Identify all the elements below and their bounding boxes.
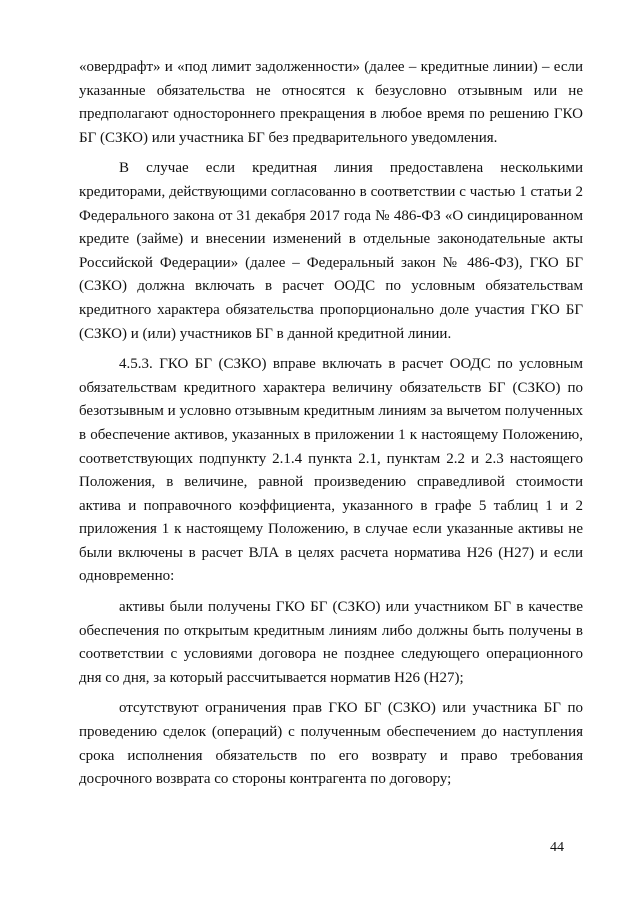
document-body (79, 56, 583, 792)
paragraph-gap (79, 150, 583, 157)
paragraph-no-restrictions: отсутствуют ограничения прав ГКО БГ (СЗКО) или участника БГ по проведению сделок (операций) с полученным обеспечением до наступления срока исполнения обязательств по его возврату и право требования досрочного возврата со стороны контрагента по договору; (79, 700, 583, 788)
paragraph-gap (79, 690, 583, 697)
paragraph-gap (79, 346, 583, 353)
paragraph-gap (79, 589, 583, 596)
paragraph-4-5-3: 4.5.3. ГКО БГ (СЗКО) вправе включать в расчет ООДС по условным обязательствам кредитного характера величину обязательств БГ (СЗКО) по безотзывным и условно отзывным кредитным линиям за вычетом полученных в обеспечение активов, указанных в приложении 1 к настоящему Положению, соответствующих подпункту 2.1.4 пункта 2.1, пунктам 2.2 и 2.3 настоящего Положения, в величине, равной произведению справедливой стоимости актива и поправочного коэффициента, указанного в графе 5 таблиц 1 и 2 приложения 1 к настоящему Положению, в случае если указанные активы не были включены в расчет ВЛА в целях расчета норматива Н26 (Н27) и если одновременно: (79, 356, 583, 585)
paragraph-syndicated-credit: В случае если кредитная линия предоставлена несколькими кредиторами, действующими согласованно в соответствии с частью 1 статьи 2 Федерального закона от 31 декабря 2017 года № 486-ФЗ «О синдицированном кредите (займе) и внесении изменений в отдельные законодательные акты Российской Федерации» (далее – Федеральный закон № 486-ФЗ), ГКО БГ (СЗКО) должна включать в расчет ООДС по условным обязательствам кредитного характера обязательства пропорционально доле участия ГКО БГ (СЗКО) и (или) участников БГ в данной кредитной линии. (79, 160, 583, 342)
paragraph-collateral-received: активы были получены ГКО БГ (СЗКО) или участником БГ в качестве обеспечения по открытым кредитным линиям либо должны быть получены в соответствии с условиями договора не позднее следующего операционного дня со дня, за который рассчитывается норматив Н26 (Н27); (79, 599, 583, 686)
paragraph-credit-lines-definition: «овердрафт» и «под лимит задолженности» (далее – кредитные линии) – если указанные обязательства не относятся к безусловно отзывным или не предполагают одностороннего прекращения в любое время по решению ГКО БГ (СЗКО) или участника БГ без предварительного уведомления. (79, 59, 583, 146)
page-number: 44 (550, 840, 564, 855)
